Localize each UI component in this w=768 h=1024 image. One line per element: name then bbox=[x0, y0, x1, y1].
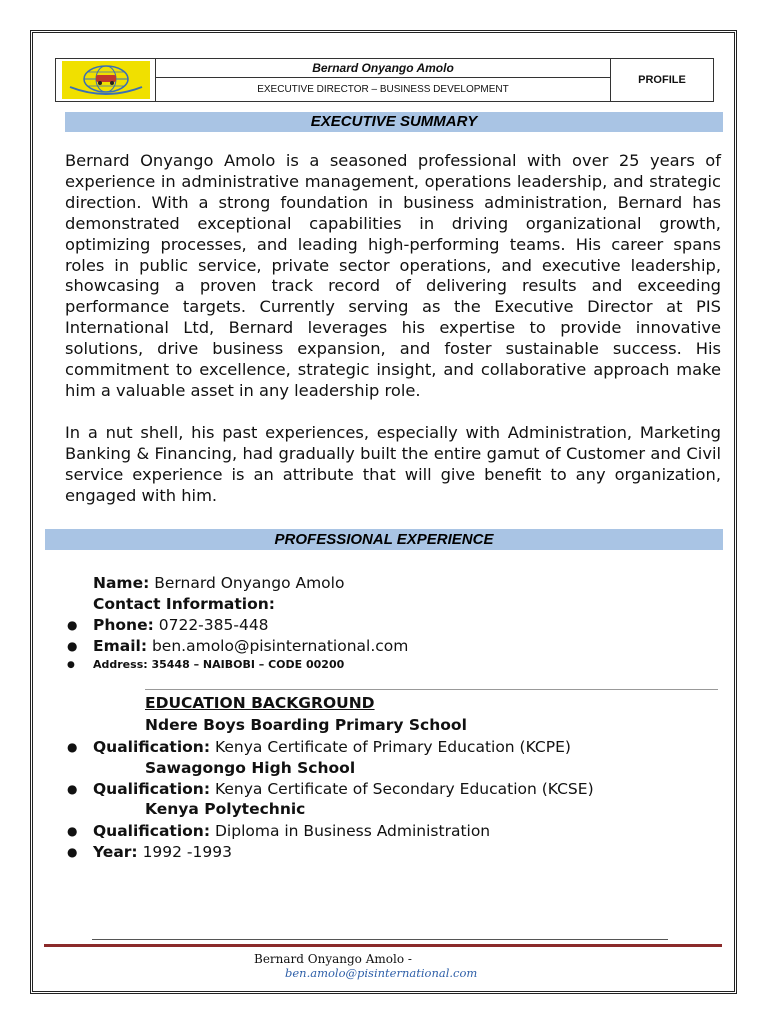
qualification-line bbox=[93, 821, 490, 841]
qualification-label: Qualification: bbox=[93, 738, 211, 756]
phone-line bbox=[93, 615, 269, 635]
header-name: Bernard Onyango Amolo bbox=[156, 59, 610, 78]
profile-label: PROFILE bbox=[638, 74, 686, 86]
contact-heading bbox=[93, 594, 275, 614]
name-value: Bernard Onyango Amolo bbox=[154, 574, 345, 592]
bullet-icon: ● bbox=[67, 660, 75, 670]
bullet-icon: ● bbox=[67, 740, 78, 754]
logo-globe-icon bbox=[66, 63, 146, 97]
summary-paragraph-1: Bernard Onyango Amolo is a seasoned professional with over 25 years of experience in administrative management, operations leadership, and strategic direction. With a strong foundation in business administration, Bernard has demonstrated exceptional capabilities in driving organizational growth, optimizing processes, and leading high-performing teams. His career spans roles in public service, private sector operations, and executive leadership, showcasing a proven track record of delivering results and exceeding performance targets. Currently serving as the Executive Director at PIS International Ltd, Bernard leverages his expertise to provide innovative solutions, drive business expansion, and foster sustainable success. His commitment to excellence, strategic insight, and collaborative approach make him a valuable asset in any leadership role. bbox=[65, 151, 721, 400]
footer-name: Bernard Onyango Amolo - bbox=[254, 952, 412, 966]
qualification-value: Diploma in Business Administration bbox=[214, 822, 491, 840]
qualification-line bbox=[93, 779, 594, 799]
year-value: 1992 -1993 bbox=[142, 843, 232, 861]
company-logo bbox=[62, 61, 150, 99]
bullet-icon: ● bbox=[67, 845, 78, 859]
bullet-icon: ● bbox=[67, 782, 78, 796]
summary-paragraph-2: In a nut shell, his past experiences, especially with Administration, Marketing Banking & Financing, had gradually built the entire gamut of Customer and Civil service experience is an attribute that will give benefit to any organization, engaged with him. bbox=[65, 423, 721, 505]
header-table bbox=[55, 58, 714, 102]
name-line: Name: Bernard Onyango Amolo bbox=[93, 574, 345, 592]
bullet-icon: ● bbox=[67, 618, 78, 632]
divider bbox=[145, 689, 718, 690]
footer-email[interactable]: ben.amolo@pisinternational.com bbox=[285, 966, 478, 980]
qualification-value: Kenya Certificate of Secondary Education (KCSE) bbox=[214, 780, 594, 798]
professional-experience-heading: PROFESSIONAL EXPERIENCE bbox=[45, 529, 723, 550]
bullet-icon: ● bbox=[67, 824, 78, 838]
qualification-line bbox=[93, 737, 571, 757]
email-value[interactable]: ben.amolo@pisinternational.com bbox=[151, 637, 409, 655]
phone-value: 0722-385-448 bbox=[158, 616, 269, 634]
year-line bbox=[93, 842, 232, 862]
name-label: Name bbox=[93, 574, 144, 592]
header-title-cell bbox=[156, 59, 611, 101]
qualification-label: Qualification: bbox=[93, 822, 211, 840]
qualification-label: Qualification: bbox=[93, 780, 211, 798]
school-name: Sawagongo High School bbox=[145, 759, 356, 777]
school-name: Ndere Boys Boarding Primary School bbox=[145, 716, 467, 734]
year-label: Year: bbox=[93, 843, 138, 861]
contact-heading-text: Contact Information: bbox=[93, 595, 275, 613]
footer-accent-line bbox=[44, 944, 722, 947]
logo-cell bbox=[56, 59, 156, 101]
bullet-icon: ● bbox=[67, 639, 78, 653]
executive-summary-heading: EXECUTIVE SUMMARY bbox=[65, 112, 723, 132]
email-label: Email: bbox=[93, 637, 148, 655]
qualification-value: Kenya Certificate of Primary Education (KCPE) bbox=[214, 738, 571, 756]
header-role: EXECUTIVE DIRECTOR – BUSINESS DEVELOPMENT bbox=[257, 84, 509, 95]
footer-divider bbox=[92, 939, 668, 940]
address-line: Address: 35448 – NAIBOBI – CODE 00200 bbox=[93, 658, 345, 671]
email-line bbox=[93, 636, 408, 656]
school-name: Kenya Polytechnic bbox=[145, 800, 306, 818]
phone-label: Phone: bbox=[93, 616, 154, 634]
education-heading: EDUCATION BACKGROUND bbox=[145, 694, 375, 712]
